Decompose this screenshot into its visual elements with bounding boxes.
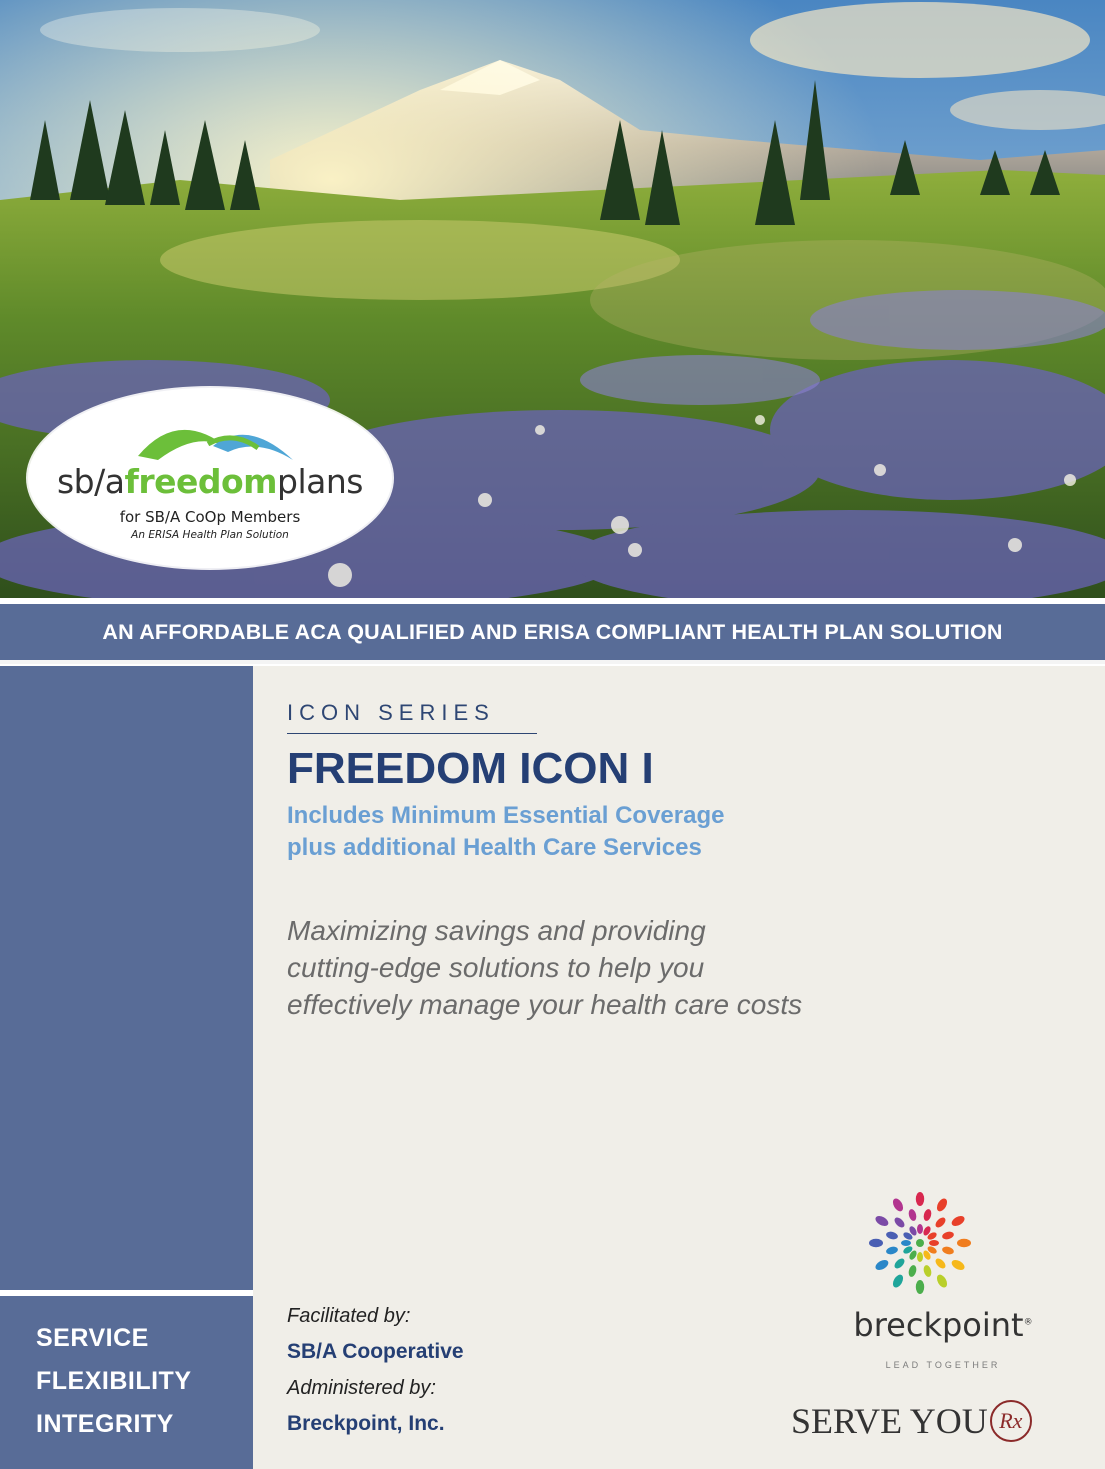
values-panel bbox=[0, 1296, 253, 1469]
rx-icon: Rx bbox=[990, 1400, 1032, 1442]
burst-petal bbox=[907, 1208, 917, 1221]
headline-banner bbox=[0, 604, 1105, 664]
banner-text: AN AFFORDABLE ACA QUALIFIED AND ERISA COMPLIANT HEALTH PLAN SOLUTION bbox=[102, 620, 1003, 644]
breckpoint-tagline: LEAD TOGETHER bbox=[885, 1360, 1001, 1370]
burst-petal bbox=[941, 1230, 954, 1240]
burst-center bbox=[916, 1239, 924, 1247]
burst-petal bbox=[935, 1197, 949, 1213]
hero-photo bbox=[0, 0, 1105, 598]
series-underline bbox=[287, 733, 537, 734]
burst-petal bbox=[917, 1224, 923, 1234]
serve-you-wordmark: SERVE YOU bbox=[791, 1401, 988, 1441]
credits bbox=[287, 1302, 464, 1446]
burst-petal bbox=[917, 1252, 923, 1262]
serve-you-rx-logo bbox=[791, 1400, 1032, 1442]
burst-petal bbox=[893, 1216, 907, 1230]
values-list bbox=[36, 1324, 192, 1453]
tagline-line: effectively manage your health care costs bbox=[287, 989, 803, 1020]
burst-petal bbox=[885, 1230, 898, 1240]
value-service: SERVICE bbox=[36, 1324, 149, 1352]
burst-petal bbox=[885, 1245, 898, 1255]
left-color-bar bbox=[0, 666, 253, 1290]
value-integrity: INTEGRITY bbox=[36, 1410, 174, 1438]
burst-petal bbox=[874, 1214, 890, 1228]
value-flexibility: FLEXIBILITY bbox=[36, 1367, 192, 1395]
subtitle-line: Includes Minimum Essential Coverage bbox=[287, 802, 725, 829]
plan-subtitle bbox=[287, 800, 724, 864]
burst-petal bbox=[916, 1280, 924, 1294]
burst-petal bbox=[922, 1264, 932, 1277]
series-label: ICON SERIES bbox=[287, 700, 495, 725]
burst-petal bbox=[869, 1239, 883, 1247]
main-panel bbox=[253, 666, 1105, 1469]
logo-subtitle: for SB/A CoOp Members bbox=[119, 508, 301, 526]
burst-petal bbox=[893, 1257, 907, 1271]
burst-petal bbox=[891, 1197, 905, 1213]
tagline-line: cutting-edge solutions to help you bbox=[287, 952, 705, 983]
burst-petal bbox=[935, 1273, 949, 1289]
burst-petal bbox=[941, 1245, 954, 1255]
administrator-name: Breckpoint, Inc. bbox=[287, 1412, 445, 1435]
subtitle-line: plus additional Health Care Services bbox=[287, 834, 702, 861]
burst-petal bbox=[907, 1264, 917, 1277]
burst-petal bbox=[929, 1240, 939, 1246]
breckpoint-burst-icon bbox=[864, 1187, 976, 1299]
sba-freedom-plans-logo bbox=[28, 388, 392, 568]
breckpoint-wordmark: breckpoint® bbox=[853, 1306, 1033, 1344]
burst-petal bbox=[922, 1208, 932, 1221]
logo-tagline: An ERISA Health Plan Solution bbox=[131, 529, 289, 541]
logo-wordmark: sb/afreedomplans bbox=[56, 462, 363, 501]
burst-petal bbox=[957, 1239, 971, 1247]
burst-petal bbox=[901, 1240, 911, 1246]
burst-petal bbox=[916, 1192, 924, 1206]
tagline bbox=[287, 912, 802, 1023]
facilitator-name: SB/A Cooperative bbox=[287, 1340, 464, 1363]
plan-title: FREEDOM ICON I bbox=[287, 744, 654, 793]
burst-petal bbox=[950, 1214, 966, 1228]
facilitated-label: Facilitated by: bbox=[287, 1305, 411, 1327]
burst-petal bbox=[934, 1257, 948, 1271]
administered-label: Administered by: bbox=[287, 1377, 436, 1399]
burst-petal bbox=[950, 1258, 966, 1272]
tagline-line: Maximizing savings and providing bbox=[287, 915, 706, 946]
burst-petal bbox=[934, 1216, 948, 1230]
burst-petal bbox=[891, 1273, 905, 1289]
burst-petal bbox=[874, 1258, 890, 1272]
